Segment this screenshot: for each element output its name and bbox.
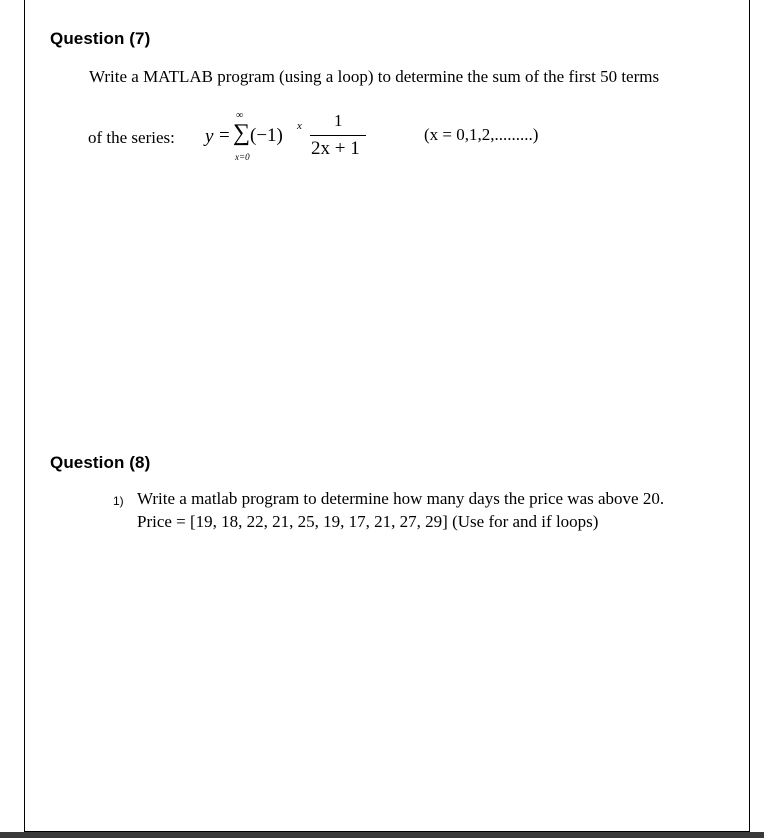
question-7-heading: Question (7) (50, 29, 151, 48)
series-label: of the series: (88, 128, 175, 147)
item-number: 1) (113, 494, 124, 508)
formula-base: (−1) (250, 125, 283, 146)
question-8-heading: Question (8) (50, 453, 151, 472)
formula-numerator: 1 (334, 111, 343, 130)
formula-exponent: x (297, 120, 302, 132)
formula-equals: = (219, 125, 230, 146)
series-formula (205, 108, 365, 168)
question-7-text: Write a MATLAB program (using a loop) to determine the sum of the first 50 terms (89, 67, 660, 86)
bottom-bar (0, 832, 764, 838)
formula-lower-limit: x=0 (235, 152, 250, 162)
fraction-bar (310, 135, 366, 136)
formula-lhs: y (205, 126, 214, 147)
question-8-line-1: Write a matlab program to determine how many days the price was above 20. (137, 489, 665, 508)
formula-denominator: 2x + 1 (311, 138, 360, 159)
question-8-line-2: Price = [19, 18, 22, 21, 25, 19, 17, 21, 27, 29] (Use for and if loops) (137, 512, 599, 531)
page-frame (24, 0, 750, 832)
formula-upper-limit: ∞ (236, 110, 244, 121)
series-range: (x = 0,1,2,.........) (424, 125, 539, 144)
sigma-symbol: ∑ (233, 120, 251, 146)
